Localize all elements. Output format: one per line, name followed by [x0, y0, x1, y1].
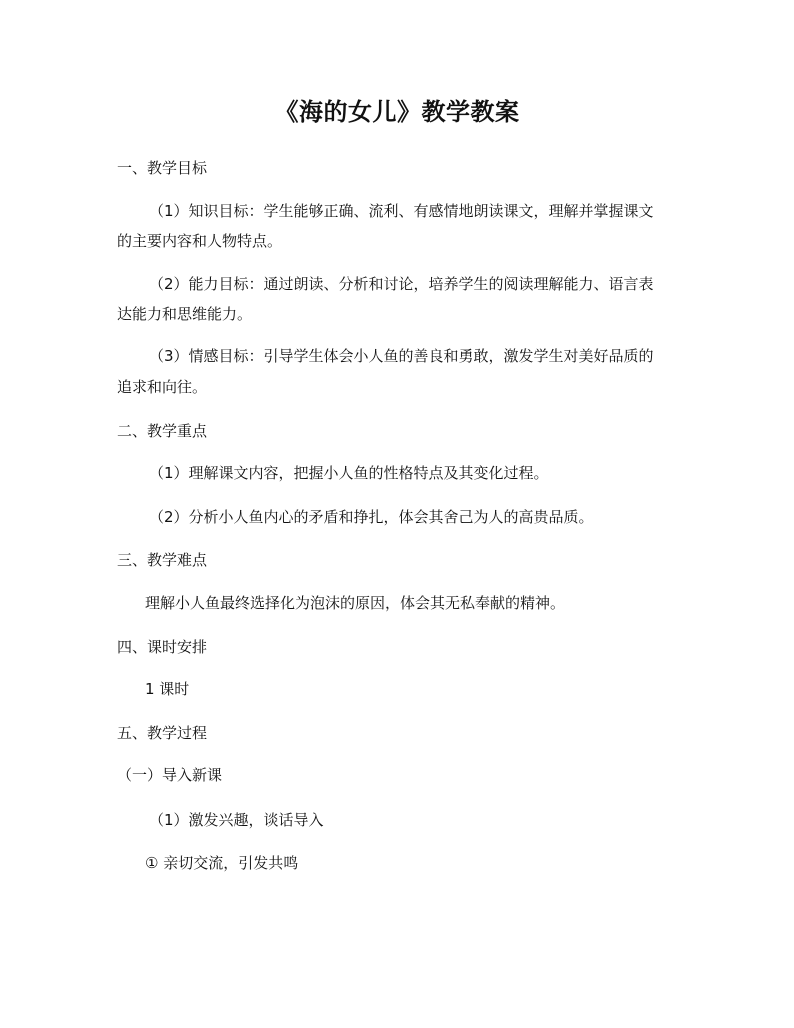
- process-sub-1: （一）导入新课: [117, 766, 223, 784]
- difficulty-text: 理解小人鱼最终选择化为泡沫的原因，体会其无私奉献的精神。: [145, 594, 566, 612]
- goal-1-line-1: （1）知识目标：学生能够正确、流利、有感情地朗读课文，理解并掌握课文: [149, 202, 654, 220]
- heading-schedule: 四、课时安排: [117, 638, 208, 656]
- goal-2-line-2: 达能力和思维能力。: [117, 305, 253, 323]
- process-step-1: （1）激发兴趣，谈话导入: [149, 811, 324, 829]
- goal-1-line-2: 的主要内容和人物特点。: [117, 232, 283, 250]
- goal-3-line-2: 追求和向往。: [117, 378, 208, 396]
- heading-goals: 一、教学目标: [117, 159, 208, 177]
- key-point-2: （2）分析小人鱼内心的矛盾和挣扎，体会其舍己为人的高贵品质。: [149, 508, 594, 526]
- document-title: 《海的女儿》教学教案: [274, 97, 520, 126]
- goal-2-line-1: （2）能力目标：通过朗读、分析和讨论，培养学生的阅读理解能力、语言表: [149, 275, 654, 293]
- heading-difficulties: 三、教学难点: [117, 551, 208, 569]
- goal-3-line-1: （3）情感目标：引导学生体会小人鱼的善良和勇敢，激发学生对美好品质的: [149, 347, 654, 365]
- key-point-1: （1）理解课文内容，把握小人鱼的性格特点及其变化过程。: [149, 464, 549, 482]
- process-step-1-a: ① 亲切交流，引发共鸣: [145, 854, 299, 872]
- schedule-text: 1 课时: [145, 680, 190, 698]
- heading-process: 五、教学过程: [117, 724, 208, 742]
- heading-key-points: 二、教学重点: [117, 422, 208, 440]
